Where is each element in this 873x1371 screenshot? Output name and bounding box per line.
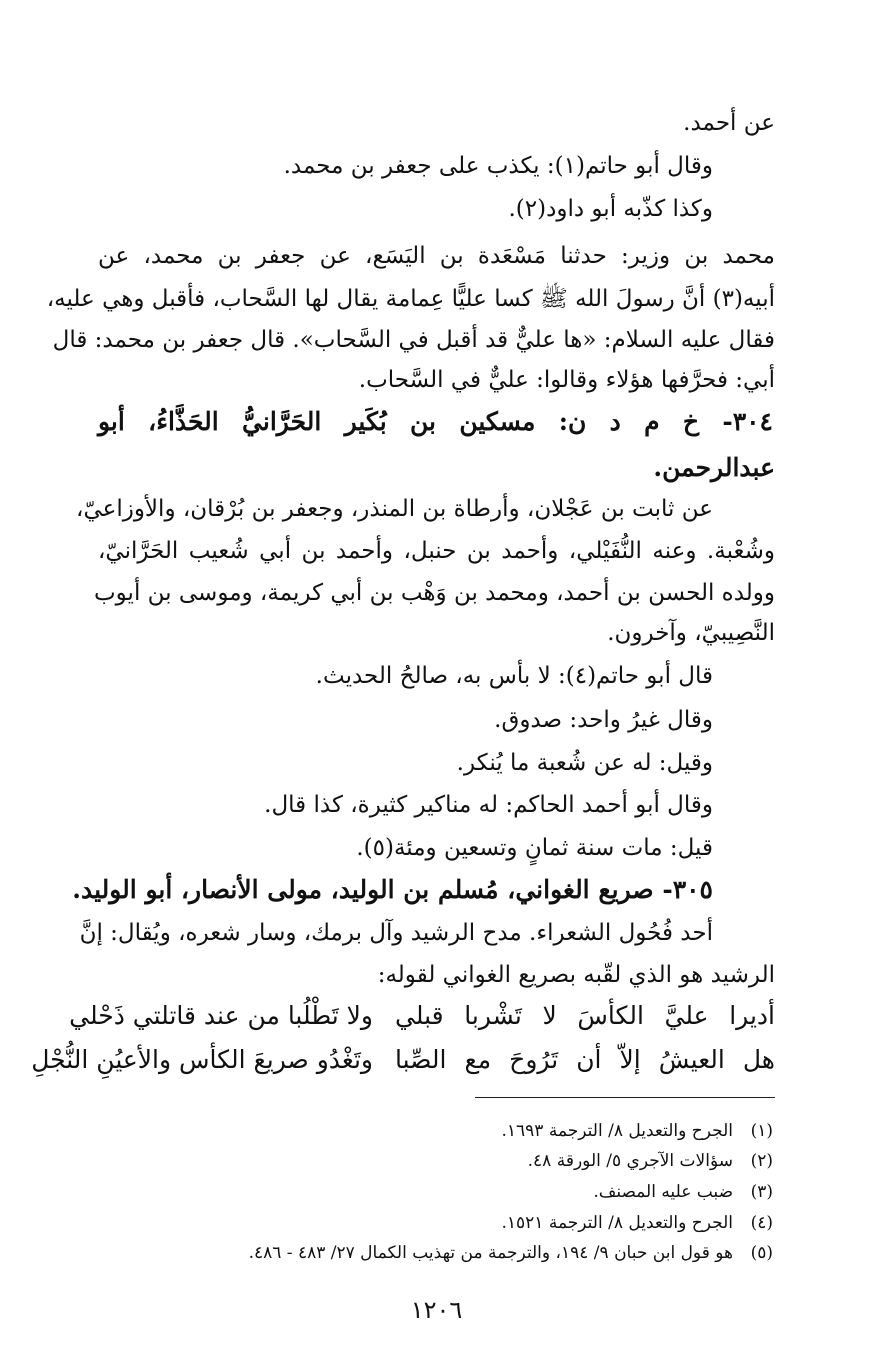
- entry-heading: عبدالرحمن.: [653, 453, 775, 482]
- footnote: [502, 1118, 774, 1144]
- footnote-separator: [475, 1097, 775, 1098]
- footnote-number: (٥): [750, 1243, 773, 1263]
- text-line: وقال أبو أحمد الحاكم: له مناكير كثيرة، كذا قال.: [264, 792, 713, 818]
- text-line: عن ثابت بن عَجْلان، وأرطاة بن المنذر، وجعفر بن بُرْقان، والأوزاعيّ،: [76, 496, 713, 522]
- text-line: عن أحمد.: [683, 110, 775, 136]
- footnote-text: ضبب عليه المصنف.: [593, 1182, 733, 1202]
- text-line: وولده الحسن بن أحمد، ومحمد بن وَهْب بن أبي كريمة، وموسى بن أيوب: [94, 580, 775, 606]
- footnote-number: (٢): [750, 1151, 773, 1171]
- footnote-text: هو قول ابن حبان ٩/ ١٩٤، والترجمة من تهذيب الكمال ٢٧/ ٤٨٣ - ٤٨٦.: [248, 1243, 733, 1263]
- footnote-text: الجرح والتعديل ٨/ الترجمة ١٦٩٣.: [501, 1121, 733, 1141]
- footnote: [593, 1179, 773, 1205]
- text-line: أبي: فحرَّفها هؤلاء وقالوا: عليٌّ في السَّحاب.: [358, 367, 775, 393]
- footnote: [502, 1210, 774, 1236]
- text-line: أحد فُحُول الشعراء. مدح الرشيد وآل برمك، وسار شعره، ويُقال: إنَّ: [79, 920, 713, 946]
- text-line: الرشيد هو الذي لقّبه بصريع الغواني لقوله:: [377, 962, 775, 988]
- text-line: فقال عليه السلام: «ها عليٌّ قد أقبل في السَّحاب». قال جعفر بن محمد: قال: [52, 327, 775, 353]
- text-line: النَّصِيبيّ، وآخرون.: [607, 620, 775, 646]
- verse-hemistich: وتَغْدُو صريعَ الكأس والأعيُنِ النُّجْلِ: [31, 1045, 373, 1074]
- footnote-text: الجرح والتعديل ٨/ الترجمة ١٥٢١.: [501, 1213, 733, 1233]
- text-line: محمد بن وزير: حدثنا مَسْعَدة بن اليَسَع، عن جعفر بن محمد، عن: [98, 243, 775, 269]
- footnote: [249, 1240, 773, 1266]
- verse-hemistich: هل العيشُ إلاّ أن تَرُوحَ مع الصِّبا: [395, 1045, 775, 1074]
- entry-heading: ٣٠٤- خ م د ن: مسكين بن بُكَير الحَرَّانيُّ الحَذَّاءُ، أبو: [98, 407, 773, 436]
- verse-hemistich: أديرا عليَّ الكأسَ لا تَشْربا قبلي: [395, 1001, 775, 1030]
- text-line: وشُعْبة. وعنه النُّفَيْلي، وأحمد بن حنبل، وأحمد بن أبي شُعيب الحَرَّانيّ،: [98, 538, 775, 564]
- text-line: قال أبو حاتم(٤): لا بأس به، صالحُ الحديث.: [315, 663, 713, 689]
- footnote: [528, 1148, 773, 1174]
- text-line: قيل: مات سنة ثمانٍ وتسعين ومئة(٥).: [356, 835, 713, 861]
- footnote-number: (١): [750, 1121, 773, 1141]
- footnote-number: (٤): [750, 1213, 773, 1233]
- footnote-number: (٣): [750, 1182, 773, 1202]
- verse-hemistich: ولا تَطْلُبا من عند قاتلتي ذَحْلي: [69, 1001, 373, 1030]
- footnote-text: سؤالات الآجري ٥/ الورقة ٤٨.: [527, 1151, 733, 1171]
- text-line: أبيه(٣) أنَّ رسولَ الله ﷺ كسا عليًّا عِمامة يقال لها السَّحاب، فأقبل وهي عليه،: [46, 286, 775, 312]
- text-line: وقال أبو حاتم(١): يكذب على جعفر بن محمد.: [283, 153, 713, 179]
- text-line: وقيل: له عن شُعبة ما يُنكر.: [456, 750, 713, 776]
- entry-heading: ٣٠٥- صريع الغواني، مُسلم بن الوليد، مولى الأنصار، أبو الوليد.: [72, 875, 713, 904]
- text-line: وكذا كذّبه أبو داود(٢).: [508, 196, 713, 222]
- text-line: وقال غيرُ واحد: صدوق.: [494, 707, 713, 733]
- page-number: ١٢٠٦: [410, 1296, 463, 1324]
